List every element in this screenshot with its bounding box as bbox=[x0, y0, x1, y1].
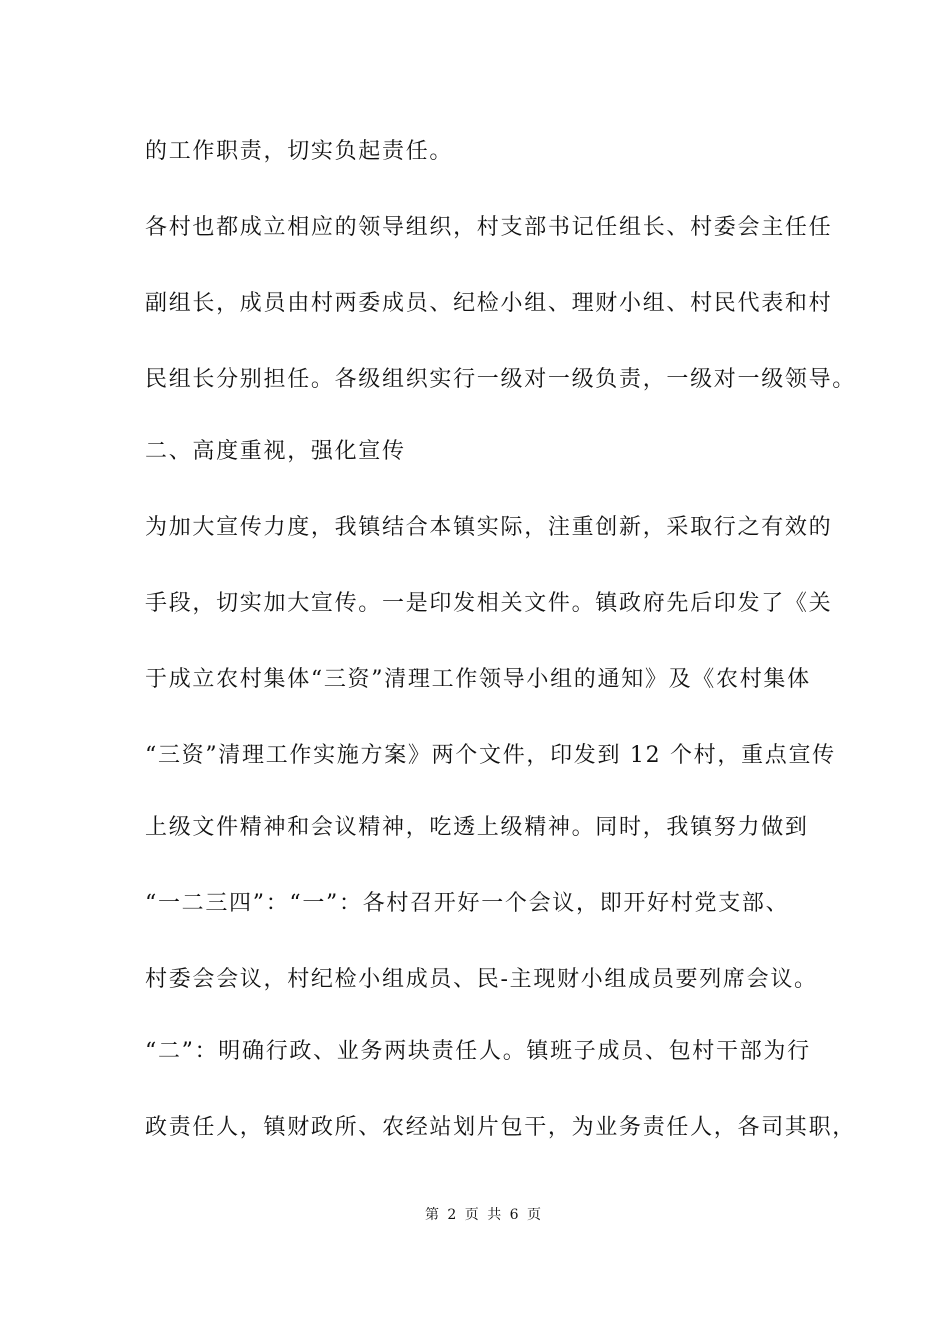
body-text-line: 手段，切实加大宣传。一是印发相关文件。镇政府先后印发了《关 bbox=[145, 591, 833, 616]
body-text-line: 的工作职责，切实负起责任。 bbox=[145, 139, 454, 164]
body-text-line: 民组长分别担任。各级组织实行一级对一级负责，一级对一级领导。 bbox=[145, 367, 857, 392]
body-text-line: 各村也都成立相应的领导组织，村支部书记任组长、村委会主任任 bbox=[145, 215, 833, 240]
body-text-line: 副组长，成员由村两委成员、纪检小组、理财小组、村民代表和村 bbox=[145, 291, 833, 316]
body-text-line: 村委会会议，村纪检小组成员、民-主现财小组成员要列席会议。 bbox=[145, 967, 818, 992]
body-text-line: 于成立农村集体“三资”清理工作领导小组的通知》及《农村集体 bbox=[145, 667, 811, 692]
body-text-line: 政责任人，镇财政所、农经站划片包干，为业务责任人，各司其职， bbox=[145, 1115, 857, 1140]
body-text-line: “一二三四”：“一”：各村召开好一个会议，即开好村党支部、 bbox=[145, 891, 790, 916]
body-text-line: “二”：明确行政、业务两块责任人。镇班子成员、包村干部为行 bbox=[145, 1039, 811, 1064]
body-text-line: 为加大宣传力度，我镇结合本镇实际，注重创新，采取行之有效的 bbox=[145, 515, 833, 540]
body-text-line: “三资”清理工作实施方案》两个文件，印发到 12 个村，重点宣传 bbox=[145, 743, 836, 768]
body-text-line: 上级文件精神和会议精神，吃透上级精神。同时，我镇努力做到 bbox=[145, 815, 809, 840]
page-number-footer: 第 2 页 共 6 页 bbox=[424, 1207, 544, 1223]
section-heading: 二、高度重视，强化宣传 bbox=[145, 439, 406, 464]
